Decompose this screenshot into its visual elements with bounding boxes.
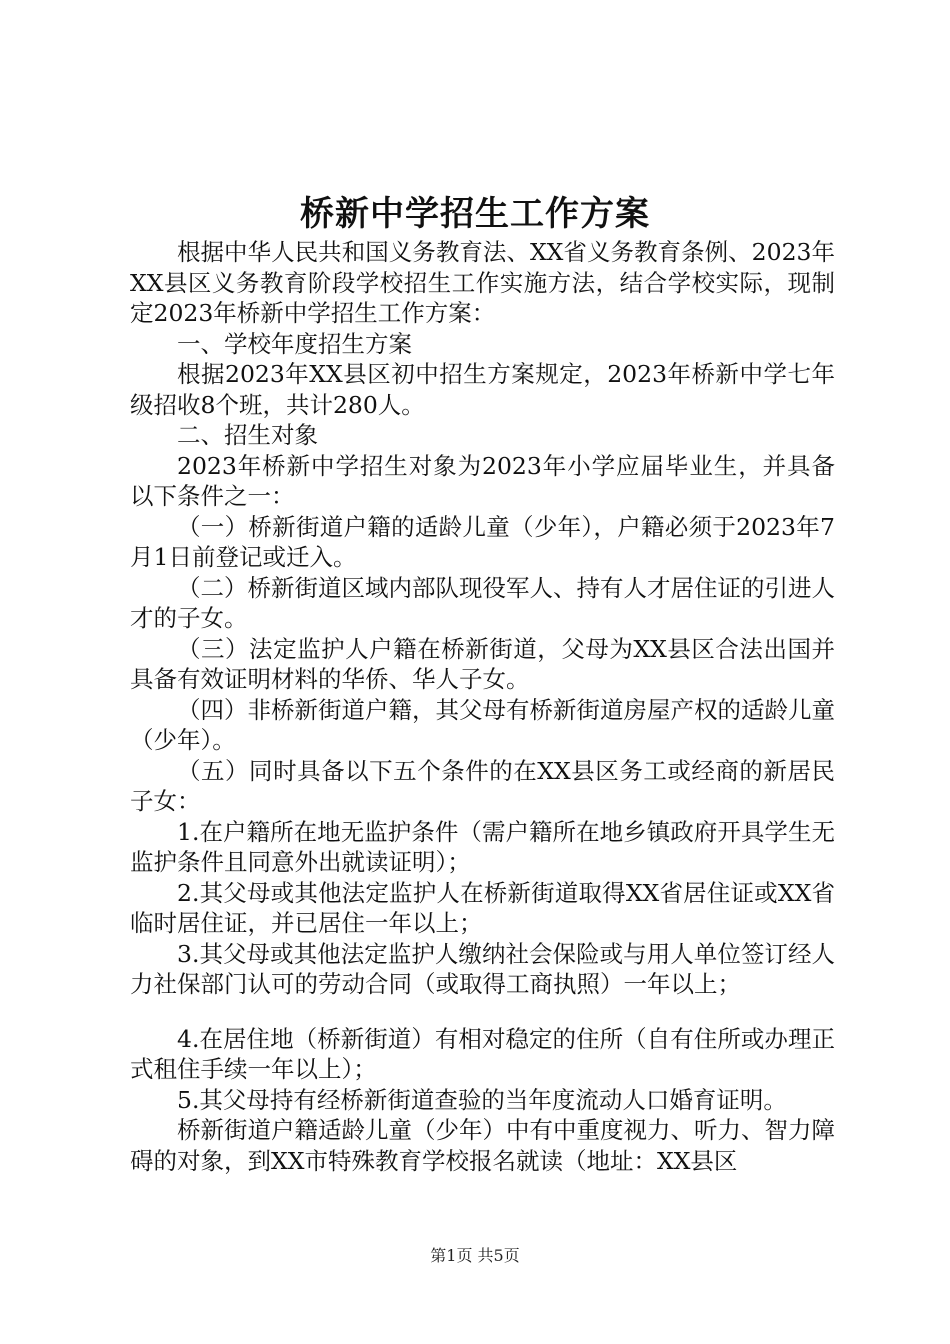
sub-condition-1: 1.在户籍所在地无监护条件（需户籍所在地乡镇政府开具学生无监护条件且同意外出就读证明）； — [130, 817, 835, 876]
paragraph-special-education: 桥新街道户籍适龄儿童（少年）中有中重度视力、听力、智力障碍的对象，到XX市特殊教育学校报名就读（地址：XX县区 — [130, 1116, 835, 1175]
section-heading-2: 二、招生对象 — [177, 421, 318, 449]
sub-condition-5: 5.其父母持有经桥新街道查验的当年度流动人口婚育证明。 — [177, 1085, 787, 1114]
section-heading-1: 一、学校年度招生方案 — [177, 329, 412, 358]
condition-item-4: （四）非桥新街道户籍，其父母有桥新街道房屋产权的适龄儿童（少年）。 — [130, 695, 835, 754]
document-body — [130, 237, 835, 1176]
paragraph-plan: 根据2023年XX县区初中招生方案规定，2023年桥新中学七年级招收8个班，共计280人。 — [130, 360, 835, 419]
condition-item-2: （二）桥新街道区域内部队现役军人、持有人才居住证的引进人才的子女。 — [130, 573, 835, 632]
condition-item-1: （一）桥新街道户籍的适龄儿童（少年），户籍必须于2023年7月1日前登记或迁入。 — [130, 512, 835, 571]
paragraph-targets: 2023年桥新中学招生对象为2023年小学应届毕业生，并具备以下条件之一： — [130, 451, 835, 510]
paragraph-intro: 根据中华人民共和国义务教育法、XX省义务教育条例、2023年XX县区义务教育阶段学校招生工作实施方法，结合学校实际，现制定2023年桥新中学招生工作方案： — [130, 238, 835, 327]
document-title: 桥新中学招生工作方案 — [300, 194, 650, 234]
sub-condition-4: 4.在居住地（桥新街道）有相对稳定的住所（自有住所或办理正式租住手续一年以上）； — [130, 1024, 835, 1083]
condition-item-3: （三）法定监护人户籍在桥新街道，父母为XX县区合法出国并具备有效证明材料的华侨、华人子女。 — [130, 634, 835, 693]
sub-condition-3: 3.其父母或其他法定监护人缴纳社会保险或与用人单位签订经人力社保部门认可的劳动合同（或取得工商执照）一年以上； — [130, 939, 835, 998]
page-indicator: 第1页 共5页 — [430, 1246, 520, 1265]
sub-condition-2: 2.其父母或其他法定监护人在桥新街道取得XX省居住证或XX省临时居住证，并已居住一年以上； — [130, 878, 835, 937]
condition-item-5: （五）同时具备以下五个条件的在XX县区务工或经商的新居民子女： — [130, 756, 835, 815]
